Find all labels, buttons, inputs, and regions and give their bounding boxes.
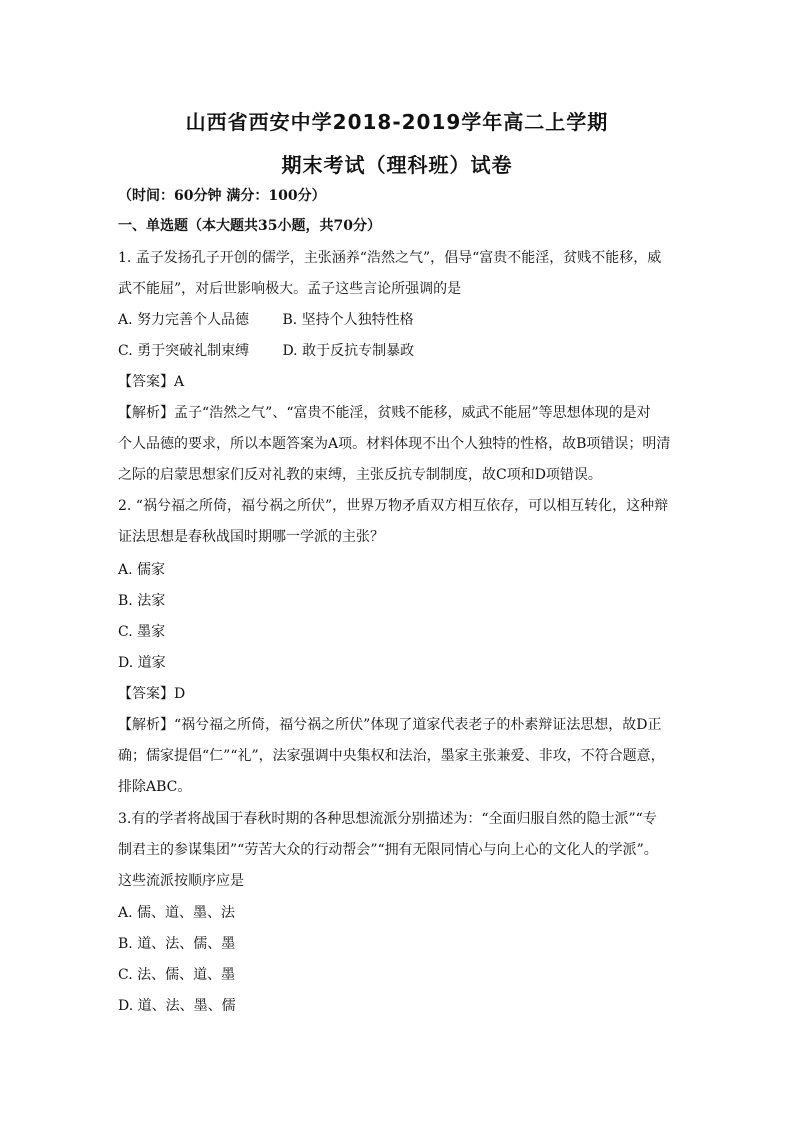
question-1-answer: 【答案】A [118,374,185,390]
option-b: B. 法家 [118,593,166,609]
question-1-options-row [118,341,684,361]
question-2-analysis-line: 【解析】“祸兮福之所倚，福兮祸之所伏”体现了道家代表老子的朴素辩证法思想，故D正 [118,717,662,733]
option-d: D. 道、法、墨、儒 [118,998,236,1014]
option-a: A. 儒家 [118,562,166,578]
option-c: C. 勇于突破礼制束缚 [118,343,250,359]
option-a: A. 儒、道、墨、法 [118,905,236,921]
option-c: C. 法、儒、道、墨 [118,967,236,983]
option-a: A. 努力完善个人品德 [118,312,250,328]
question-1-analysis-line: 个人品德的要求，所以本题答案为A项。材料体现不出个人独特的性格，故B项错误；明清 [118,436,671,452]
exam-title-line1: 山西省西安中学2018-2019学年高二上学期 [185,110,609,134]
question-3-stem-line: 这些流派按顺序应是 [118,873,244,889]
exam-title-line2: 期末考试（理科班）试卷 [281,153,513,177]
question-1-stem-line: 武不能屈”，对后世影响极大。孟子这些言论所强调的是 [118,281,462,297]
option-b: B. 道、法、儒、墨 [118,936,236,952]
question-1-stem-line: 1. 孟子发扬孔子开创的儒学，主张涵养“浩然之气”，倡导“富贵不能淫，贫贱不能移，威 [118,250,662,266]
question-2-analysis-line: 排除ABC。 [118,779,192,795]
option-d: D. 敢于反抗专制暴政 [282,343,415,359]
question-1-options-row [118,310,684,330]
question-2-stem-line: 证法思想是春秋战国时期哪一学派的主张？ [118,529,384,545]
option-c: C. 墨家 [118,624,166,640]
question-3-stem-line: 制君主的参谋集团”“劳苦大众的行动帮会”“拥有无限同情心与向上心的文化人的学派”。 [118,842,658,858]
option-b: B. 坚持个人独特性格 [282,312,414,328]
question-1-analysis-line: 【解析】孟子“浩然之气”、“富贵不能淫，贫贱不能移，威武不能屈”等思想体现的是对 [118,405,651,421]
question-2-stem-line: 2. “祸兮福之所倚，福兮祸之所伏”，世界万物矛盾双方相互依存，可以相互转化，这种辩 [118,498,669,514]
question-3-stem-line: 3.有的学者将战国于春秋时期的各种思想流派分别描述为：“全面归服自然的隐士派”“专 [118,811,657,827]
question-1-analysis-line: 之际的启蒙思想家们反对礼教的束缚，主张反抗专制制度，故C项和D项错误。 [118,467,602,483]
option-d: D. 道家 [118,655,166,671]
question-2-answer: 【答案】D [118,686,186,702]
section-heading: 一、单选题（本大题共35小题，共70分） [118,218,381,234]
time-info: （时间：60分钟 满分：100分） [118,188,326,204]
question-2-analysis-line: 确；儒家提倡“仁”“礼”，法家强调中央集权和法治，墨家主张兼爱、非攻，不符合题意， [118,748,665,764]
